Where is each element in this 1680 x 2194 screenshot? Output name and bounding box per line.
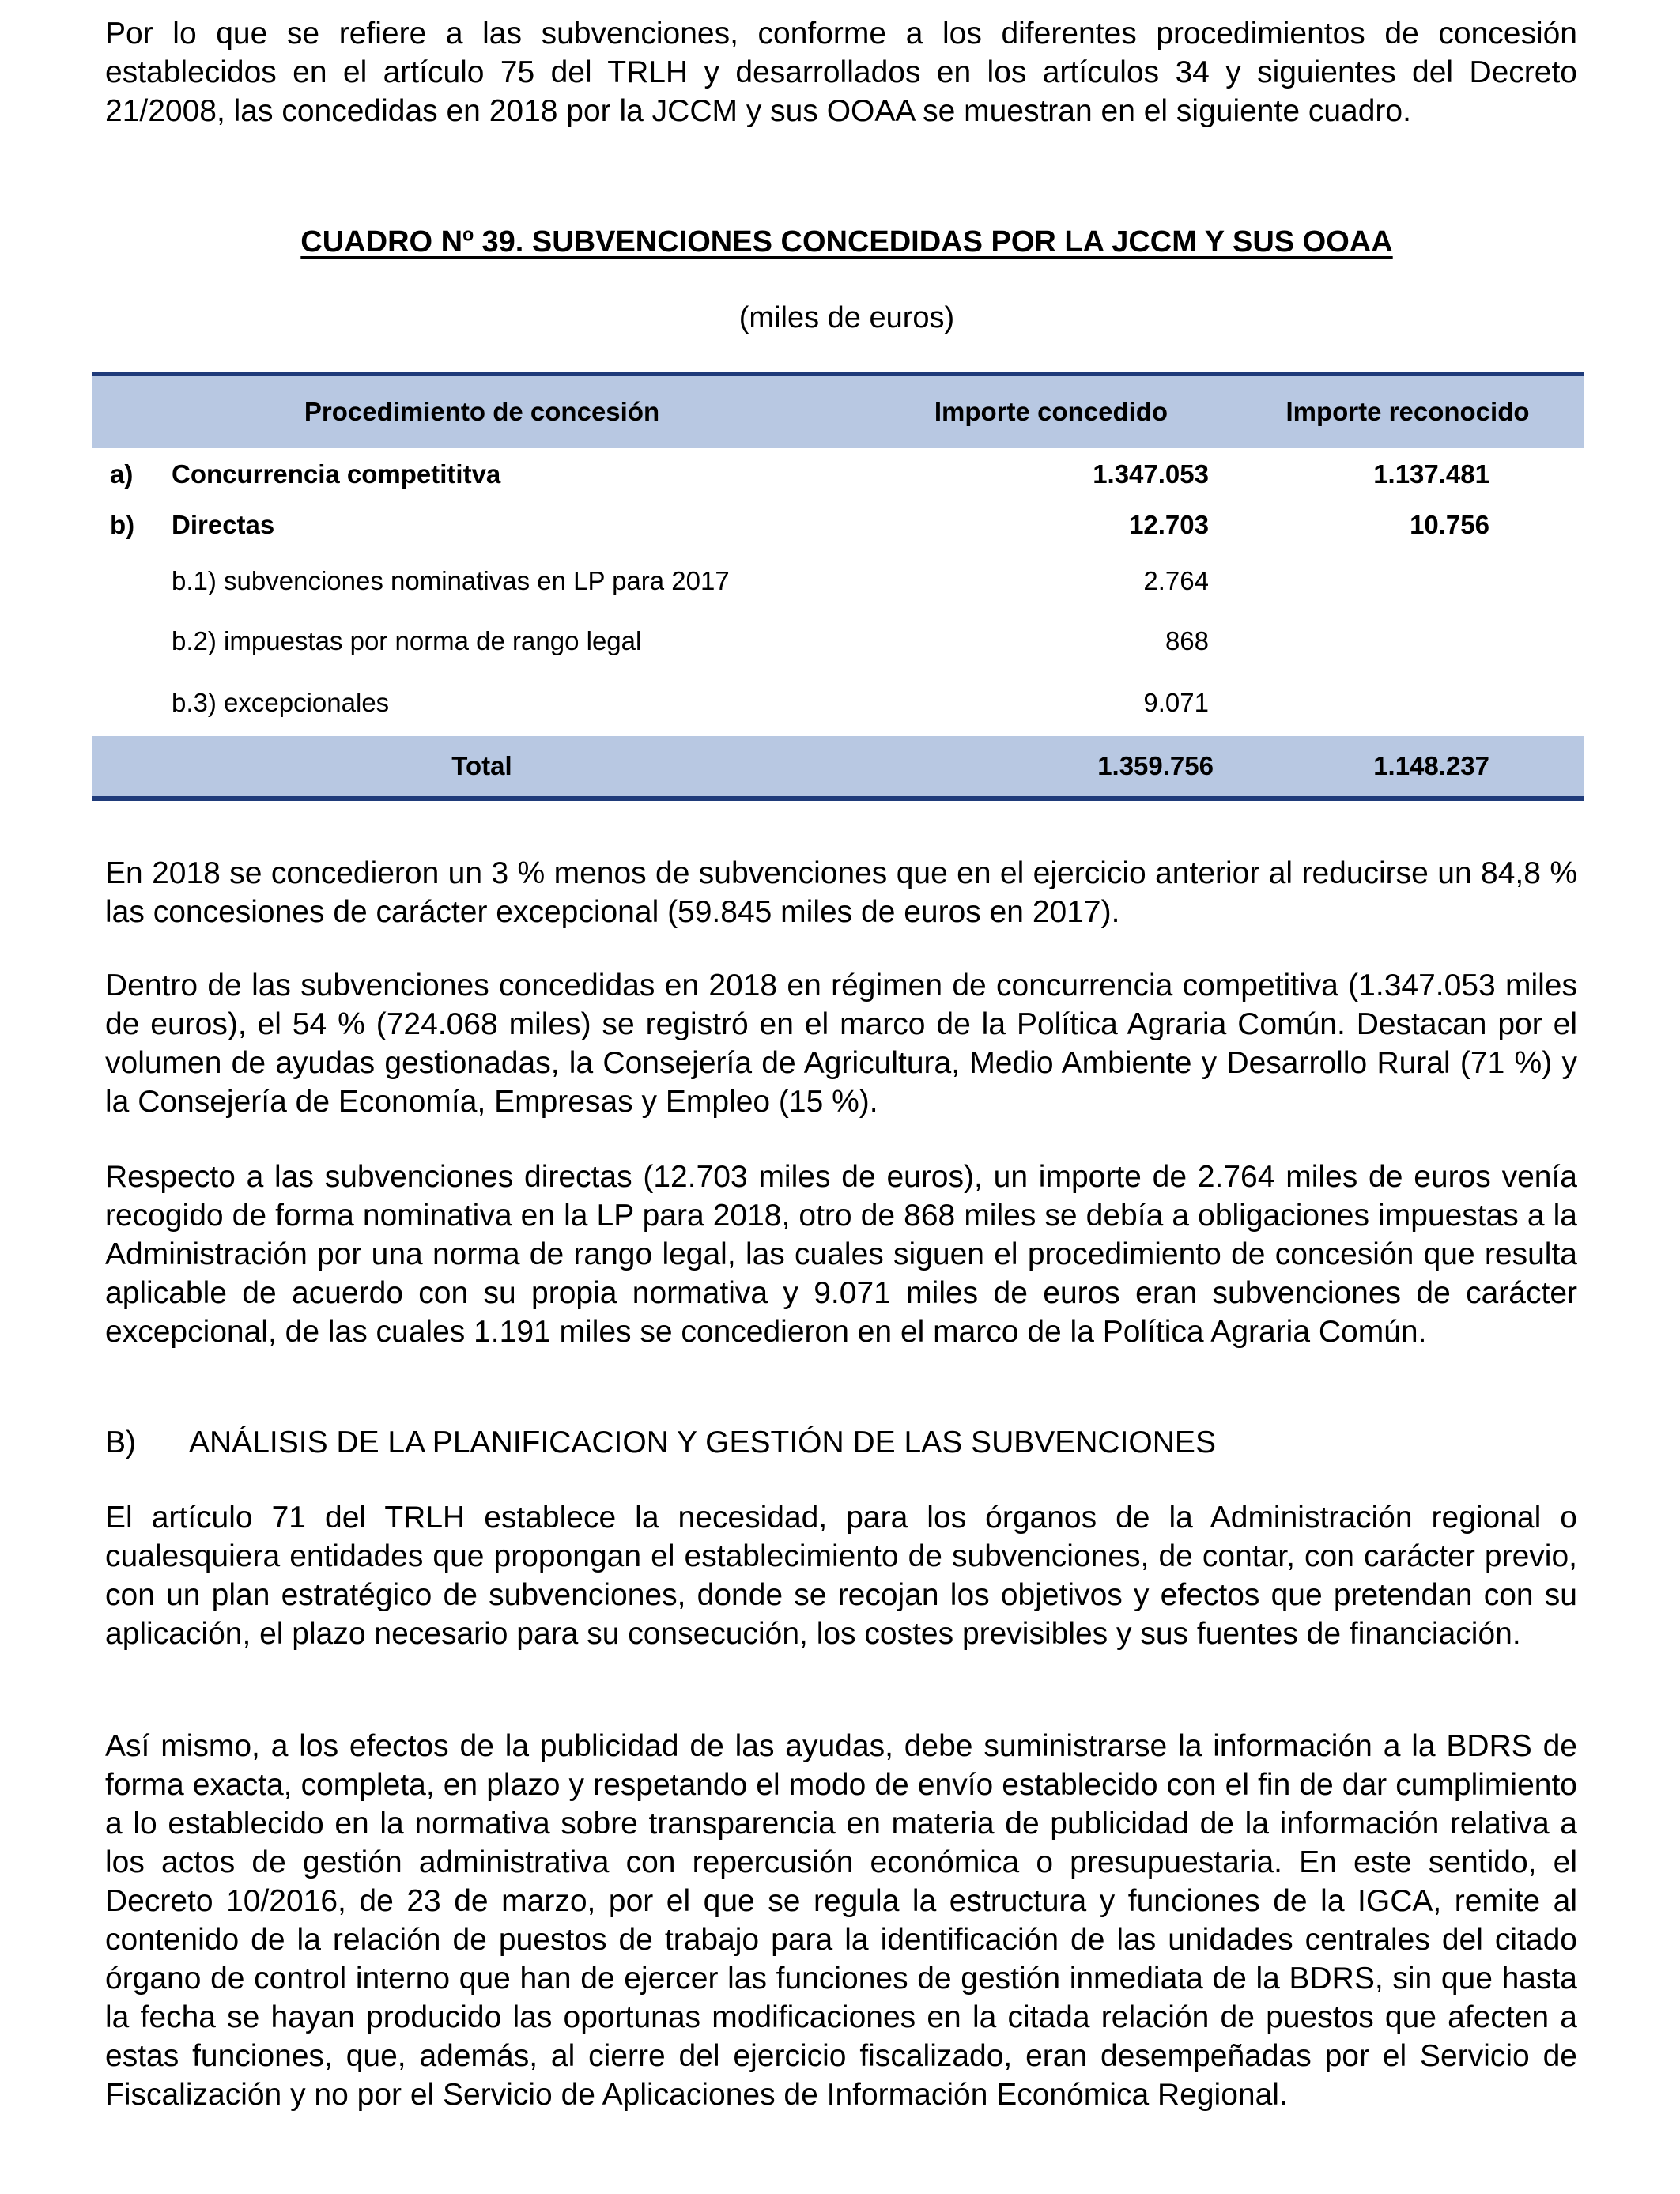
subsidies-table xyxy=(92,372,1584,801)
subrow-granted: 2.764 xyxy=(1143,565,1209,595)
total-granted: 1.359.756 xyxy=(871,736,1231,799)
subrow-granted: 9.071 xyxy=(1143,687,1209,717)
table-subrow xyxy=(92,613,1584,670)
table-total-row xyxy=(92,736,1584,799)
subrow-label: b.2) impuestas por norma de rango legal xyxy=(172,625,642,655)
paragraph: Dentro de las subvenciones concedidas en 2018 en régimen de concurrencia competitiva (1.347.053 miles de euros), el 54 % (724.068 miles) se registró en el marco de la Política Agraria Común. Destacan por el volumen de ayudas gestionadas, la Consejería de Agricultura, Medio Ambiente y Desarrollo Rural (71 %) y la Consejería de Economía, Empresas y Empleo (15 %). xyxy=(105,969,1577,1119)
table-title: CUADRO Nº 39. SUBVENCIONES CONCEDIDAS POR LA JCCM Y SUS OOAA xyxy=(300,225,1393,259)
table-header-row xyxy=(92,374,1584,448)
table-units: (miles de euros) xyxy=(738,301,955,334)
total-recognized: 1.148.237 xyxy=(1231,736,1584,799)
subrow-granted: 868 xyxy=(1165,625,1209,655)
row-letter: a) xyxy=(110,459,134,489)
paragraph: Así mismo, a los efectos de la publicidad de las ayudas, debe suministrarse la información a la BDRS de forma exacta, completa, en plazo y respetando el modo de envío establecido con el fin de dar cumplimiento a lo establecido en la normativa sobre transparencia en materia de publicidad de la información relativa a los actos de gestión administrativa con repercusión económica o presupuestaria. En este sentido, el Decreto 10/2016, de 23 de marzo, por el que se regula la estructura y funciones de la IGCA, remite al contenido de la relación de puestos de trabajo para la identificación de las unidades centrales del citado órgano de control interno que han de ejercer las funciones de gestión inmediata de la BDRS, sin que hasta la fecha se hayan producido las oportunas modificaciones en la citada relación de puestos que afecten a estas funciones, que, además, al cierre del ejercicio fiscalizado, eran desempeñadas por el Servicio de Fiscalización y no por el Servicio de Aplicaciones de Información Económica Regional. xyxy=(105,1729,1577,2112)
row-label: Concurrencia competititva xyxy=(172,459,501,489)
table-subrow xyxy=(92,549,1584,613)
total-label: Total xyxy=(92,736,871,799)
subrow-label: b.1) subvenciones nominativas en LP para 2017 xyxy=(172,565,730,595)
table-subrow xyxy=(92,670,1584,736)
header-recognized: Importe reconocido xyxy=(1231,374,1584,448)
table-row xyxy=(92,500,1584,549)
intro-paragraph: Por lo que se refiere a las subvenciones, conforme a los diferentes procedimientos de concesión establecidos en el artículo 75 del TRLH y desarrollados en los artículos 34 y siguientes del Decreto 21/2008, las concedidas en 2018 por la JCCM y sus OOAA se muestran en el siguiente cuadro. xyxy=(105,17,1577,128)
header-procedure: Procedimiento de concesión xyxy=(92,374,871,448)
paragraph: Respecto a las subvenciones directas (12.703 miles de euros), un importe de 2.764 miles de euros venía recogido de forma nominativa en la LP para 2018, otro de 868 miles se debía a obligaciones impuestas a la Administración por una norma de rango legal, las cuales siguen el procedimiento de concesión que resulta aplicable de acuerdo con su propia normativa y 9.071 miles de euros eran subvenciones de carácter excepcional, de las cuales 1.191 miles se concedieron en el marco de la Política Agraria Común. xyxy=(105,1160,1577,1349)
paragraph: En 2018 se concedieron un 3 % menos de subvenciones que en el ejercicio anterior al reducirse un 84,8 % las concesiones de carácter excepcional (59.845 miles de euros en 2017). xyxy=(105,856,1577,929)
row-granted: 12.703 xyxy=(1129,509,1209,539)
section-heading xyxy=(105,1423,1577,1462)
section-letter: B) xyxy=(105,1426,136,1460)
row-recognized: 10.756 xyxy=(1410,509,1489,539)
row-granted: 1.347.053 xyxy=(1093,459,1209,489)
row-recognized: 1.137.481 xyxy=(1373,459,1489,489)
row-letter: b) xyxy=(110,509,135,539)
row-label: Directas xyxy=(172,509,275,539)
subrow-label: b.3) excepcionales xyxy=(172,687,390,717)
section-title: ANÁLISIS DE LA PLANIFICACION Y GESTIÓN DE LAS SUBVENCIONES xyxy=(189,1426,1216,1460)
header-granted: Importe concedido xyxy=(871,374,1231,448)
table-row xyxy=(92,448,1584,500)
paragraph: El artículo 71 del TRLH establece la necesidad, para los órganos de la Administración regional o cualesquiera entidades que propongan el establecimiento de subvenciones, de contar, con carácter previo, con un plan estratégico de subvenciones, donde se recojan los objetivos y efectos que pretendan con su aplicación, el plazo necesario para su consecución, los costes previsibles y sus fuentes de financiación. xyxy=(105,1501,1577,1651)
